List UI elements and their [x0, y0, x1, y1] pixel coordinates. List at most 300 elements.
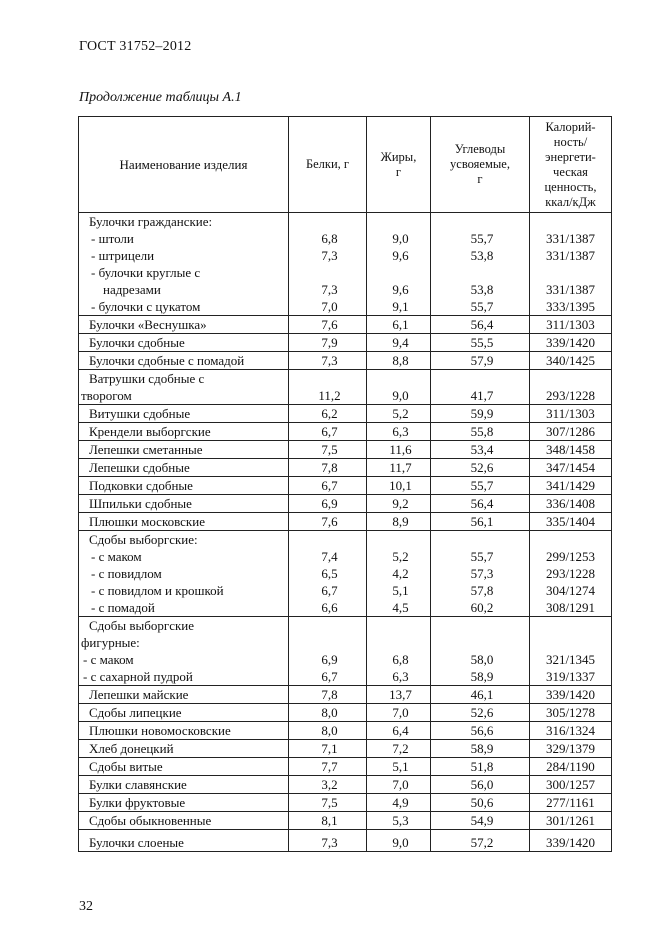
header-line: ккал/кДж [545, 194, 596, 209]
protein-cell [289, 794, 367, 812]
table-row [79, 405, 612, 423]
carbs-value: 53,4 [470, 442, 494, 457]
table-row [79, 617, 612, 686]
fat-value: 9,1 [392, 299, 409, 314]
table-row [79, 758, 612, 776]
header-line: ческая [553, 164, 588, 179]
product-name-cell [79, 334, 289, 352]
fat-value [371, 213, 430, 230]
carbs-value: 57,9 [470, 353, 494, 368]
table-body [79, 213, 612, 852]
header-line: Жиры, [380, 149, 417, 164]
fat-value: 9,0 [392, 835, 409, 850]
table-row [79, 370, 612, 405]
energy-cell [530, 477, 612, 495]
fat-cell [367, 722, 431, 740]
energy-value: 336/1408 [545, 496, 596, 511]
carbs-cell [431, 316, 530, 334]
carbs-cell [431, 213, 530, 316]
product-name: Булки фруктовые [89, 795, 186, 810]
table-row [79, 477, 612, 495]
energy-value: 305/1278 [545, 705, 596, 720]
fat-value: 9,0 [392, 231, 409, 246]
product-name-cell [79, 495, 289, 513]
energy-cell [530, 812, 612, 830]
energy-value: 341/1429 [545, 478, 596, 493]
fat-value: 4,5 [392, 600, 409, 615]
carbs-value: 57,2 [470, 835, 494, 850]
protein-value [293, 370, 366, 387]
fat-cell [367, 213, 431, 316]
protein-value: 7,3 [321, 835, 338, 850]
energy-cell [530, 441, 612, 459]
fat-value: 5,3 [392, 813, 409, 828]
fat-cell [367, 316, 431, 334]
fat-cell [367, 495, 431, 513]
product-name-cell [79, 686, 289, 704]
fat-value: 8,9 [392, 514, 409, 529]
energy-cell [530, 213, 612, 316]
carbs-cell [431, 531, 530, 617]
column-header-protein: Белки, г [289, 117, 367, 213]
product-name-cell [79, 352, 289, 370]
carbs-value: 56,6 [470, 723, 494, 738]
energy-value: 348/1458 [545, 442, 596, 457]
protein-cell [289, 686, 367, 704]
protein-cell [289, 441, 367, 459]
header-line: г [477, 172, 483, 186]
carbs-cell [431, 459, 530, 477]
product-name-line: - штрицели [91, 248, 155, 263]
energy-cell [530, 423, 612, 441]
energy-value: 277/1161 [546, 795, 595, 810]
fat-value: 13,7 [389, 687, 412, 702]
protein-value: 7,5 [321, 795, 338, 810]
product-name: Сдобы обыкновенные [89, 813, 212, 828]
carbs-value [435, 213, 529, 230]
product-name: Сдобы выборгские [89, 618, 195, 633]
product-name: Плюшки московские [89, 514, 205, 529]
carbs-value: 56,1 [470, 514, 494, 529]
protein-value [293, 213, 366, 230]
protein-cell [289, 495, 367, 513]
energy-value: 321/1345 [545, 652, 596, 667]
carbs-cell [431, 758, 530, 776]
energy-value [530, 634, 611, 651]
carbs-value: 52,6 [470, 705, 494, 720]
carbs-cell [431, 617, 530, 686]
energy-cell [530, 740, 612, 758]
product-name: Хлеб донецкий [89, 741, 174, 756]
carbs-value [435, 617, 529, 634]
protein-value: 7,4 [321, 549, 338, 564]
energy-value [530, 617, 611, 634]
energy-value: 311/1303 [546, 406, 595, 421]
product-name-line: - с повидлом [91, 566, 162, 581]
carbs-cell [431, 334, 530, 352]
energy-value: 339/1420 [545, 335, 596, 350]
fat-value: 7,0 [392, 777, 409, 792]
table-row [79, 830, 612, 852]
fat-value: 11,7 [389, 460, 412, 475]
protein-value: 6,5 [321, 566, 338, 581]
column-header-name: Наименование изделия [79, 117, 289, 213]
header-line: г [395, 164, 402, 179]
fat-cell [367, 704, 431, 722]
product-name-cell [79, 405, 289, 423]
fat-value: 7,2 [392, 741, 409, 756]
protein-value: 6,9 [321, 652, 338, 667]
product-name-cell [79, 441, 289, 459]
protein-value: 7,6 [321, 514, 338, 529]
protein-value: 7,6 [321, 317, 338, 332]
header-line: энергети- [545, 149, 596, 164]
fat-value: 6,1 [392, 317, 409, 332]
product-name-line: - штоли [91, 231, 134, 246]
energy-value: 331/1387 [545, 248, 596, 263]
table-row [79, 740, 612, 758]
product-name-cell [79, 812, 289, 830]
energy-cell [530, 617, 612, 686]
energy-cell [530, 722, 612, 740]
table-row [79, 334, 612, 352]
product-name: Булочки слоеные [89, 835, 184, 850]
fat-cell [367, 334, 431, 352]
energy-cell [530, 513, 612, 531]
protein-cell [289, 830, 367, 852]
carbs-value: 56,0 [470, 777, 494, 792]
product-name: Булочки «Веснушка» [89, 317, 207, 332]
fat-value: 5,2 [392, 406, 409, 421]
fat-cell [367, 531, 431, 617]
carbs-value: 57,8 [470, 583, 494, 598]
carbs-cell [431, 722, 530, 740]
protein-value: 8,1 [321, 813, 338, 828]
protein-value: 6,7 [321, 478, 338, 493]
protein-cell [289, 459, 367, 477]
energy-cell [530, 352, 612, 370]
fat-value: 9,6 [392, 282, 409, 297]
table-caption: Продолжение таблицы А.1 [79, 90, 242, 105]
product-name-cell [79, 513, 289, 531]
column-header-fat [367, 117, 431, 213]
carbs-value: 58,9 [470, 669, 494, 684]
energy-value: 293/1228 [545, 566, 596, 581]
carbs-value [435, 531, 529, 548]
carbs-value: 55,5 [470, 335, 494, 350]
energy-value: 347/1454 [545, 460, 596, 475]
fat-value: 5,1 [392, 583, 409, 598]
protein-value: 6,6 [321, 600, 338, 615]
protein-cell [289, 405, 367, 423]
table-row [79, 495, 612, 513]
carbs-value: 55,8 [470, 424, 494, 439]
carbs-cell [431, 686, 530, 704]
carbs-value: 55,7 [470, 299, 494, 314]
carbs-value: 55,7 [470, 231, 494, 246]
protein-value [293, 264, 366, 281]
fat-value: 9,6 [392, 248, 409, 263]
fat-value: 8,8 [392, 353, 409, 368]
energy-cell [530, 704, 612, 722]
carbs-value: 53,8 [470, 282, 494, 297]
protein-cell [289, 758, 367, 776]
fat-cell [367, 352, 431, 370]
protein-cell [289, 213, 367, 316]
table-row [79, 812, 612, 830]
energy-cell [530, 776, 612, 794]
carbs-value: 55,7 [470, 549, 494, 564]
product-name: Лепешки майские [89, 687, 189, 702]
energy-cell [530, 686, 612, 704]
column-header-energy [530, 117, 612, 213]
energy-cell [530, 316, 612, 334]
energy-cell [530, 495, 612, 513]
fat-cell [367, 686, 431, 704]
energy-cell [530, 370, 612, 405]
protein-cell [289, 334, 367, 352]
energy-cell [530, 830, 612, 852]
fat-value: 10,1 [389, 478, 412, 493]
product-name-line: фигурные: [81, 635, 140, 650]
product-name-cell [79, 830, 289, 852]
page-number: 32 [79, 899, 93, 914]
product-name: Шпильки сдобные [89, 496, 192, 511]
fat-value [371, 617, 430, 634]
fat-value [371, 531, 430, 548]
energy-value: 331/1387 [545, 231, 596, 246]
header-line: усвояемые, [450, 157, 510, 171]
energy-value [530, 213, 611, 230]
carbs-cell [431, 830, 530, 852]
column-header-carbs [431, 117, 530, 213]
product-name: Сдобы выборгские: [89, 532, 198, 547]
fat-value: 6,3 [392, 424, 409, 439]
table-row [79, 776, 612, 794]
energy-value [530, 370, 611, 387]
protein-value: 7,9 [321, 335, 338, 350]
document-standard-header: ГОСТ 31752–2012 [79, 39, 192, 54]
fat-cell [367, 794, 431, 812]
product-name-line: - с повидлом и крошкой [91, 583, 224, 598]
protein-value: 6,9 [321, 496, 338, 511]
carbs-value: 56,4 [470, 317, 494, 332]
protein-cell [289, 740, 367, 758]
product-name-line: - с сахарной пудрой [83, 669, 193, 684]
fat-value: 6,3 [392, 669, 409, 684]
fat-value: 9,4 [392, 335, 409, 350]
energy-value: 304/1274 [545, 583, 596, 598]
table-row [79, 722, 612, 740]
protein-value: 7,3 [321, 282, 338, 297]
nutrition-table [78, 116, 612, 852]
energy-cell [530, 794, 612, 812]
protein-value: 6,2 [321, 406, 338, 421]
carbs-value [435, 634, 529, 651]
fat-cell [367, 830, 431, 852]
product-name-cell [79, 740, 289, 758]
energy-value: 333/1395 [545, 299, 596, 314]
carbs-value: 56,4 [470, 496, 494, 511]
product-name-line: - с помадой [91, 600, 155, 615]
energy-value: 300/1257 [545, 777, 596, 792]
carbs-cell [431, 704, 530, 722]
product-name-cell [79, 794, 289, 812]
product-name-cell [79, 213, 289, 316]
protein-cell [289, 352, 367, 370]
protein-value: 7,8 [321, 687, 338, 702]
protein-cell [289, 423, 367, 441]
carbs-value: 57,3 [470, 566, 494, 581]
energy-cell [530, 531, 612, 617]
energy-value [530, 531, 611, 548]
fat-cell [367, 441, 431, 459]
carbs-cell [431, 441, 530, 459]
product-name-cell [79, 531, 289, 617]
fat-cell [367, 477, 431, 495]
product-name-cell [79, 459, 289, 477]
table-row [79, 513, 612, 531]
product-name: Булочки сдобные [89, 335, 185, 350]
product-name-cell [79, 722, 289, 740]
product-name-cell [79, 758, 289, 776]
protein-cell [289, 513, 367, 531]
product-name-cell [79, 370, 289, 405]
product-name: Лепешки сдобные [89, 460, 190, 475]
fat-cell [367, 405, 431, 423]
table-row [79, 352, 612, 370]
fat-cell [367, 370, 431, 405]
fat-value: 11,6 [389, 442, 412, 457]
energy-value: 329/1379 [545, 741, 596, 756]
protein-value: 7,1 [321, 741, 338, 756]
protein-value: 7,7 [321, 759, 338, 774]
fat-value: 4,9 [392, 795, 409, 810]
protein-value: 6,7 [321, 583, 338, 598]
product-name: Подковки сдобные [89, 478, 193, 493]
energy-value: 319/1337 [545, 669, 596, 684]
carbs-cell [431, 352, 530, 370]
carbs-value: 54,9 [470, 813, 494, 828]
energy-value [530, 264, 611, 281]
carbs-cell [431, 495, 530, 513]
product-name: Булки славянские [89, 777, 187, 792]
fat-value: 6,8 [392, 652, 409, 667]
protein-value: 11,2 [318, 388, 341, 403]
protein-cell [289, 370, 367, 405]
carbs-cell [431, 776, 530, 794]
protein-cell [289, 812, 367, 830]
product-name: Сдобы витые [89, 759, 163, 774]
product-name: Крендели выборгские [89, 424, 211, 439]
fat-cell [367, 617, 431, 686]
carbs-cell [431, 370, 530, 405]
energy-value: 339/1420 [545, 687, 596, 702]
carbs-value: 53,8 [470, 248, 494, 263]
fat-cell [367, 740, 431, 758]
product-name-cell [79, 423, 289, 441]
fat-cell [367, 776, 431, 794]
energy-value: 308/1291 [545, 600, 596, 615]
protein-cell [289, 722, 367, 740]
carbs-cell [431, 513, 530, 531]
fat-value: 9,0 [392, 388, 409, 403]
protein-value: 3,2 [321, 777, 338, 792]
protein-value: 7,3 [321, 353, 338, 368]
energy-cell [530, 405, 612, 423]
table-row [79, 213, 612, 316]
protein-cell [289, 316, 367, 334]
energy-value: 284/1190 [546, 759, 595, 774]
energy-value: 335/1404 [545, 514, 596, 529]
product-name: Булочки гражданские: [89, 214, 213, 229]
carbs-value: 58,9 [470, 741, 494, 756]
carbs-cell [431, 812, 530, 830]
energy-value: 299/1253 [545, 549, 596, 564]
energy-value: 311/1303 [546, 317, 595, 332]
carbs-value: 52,6 [470, 460, 494, 475]
product-name-line: - булочки круглые с [91, 265, 201, 280]
fat-value: 6,4 [392, 723, 409, 738]
energy-value: 293/1228 [545, 388, 596, 403]
header-line: ценность, [544, 179, 597, 194]
product-name-line: творогом [81, 388, 132, 403]
table-row [79, 704, 612, 722]
fat-value: 4,2 [392, 566, 409, 581]
carbs-value: 51,8 [470, 759, 494, 774]
fat-cell [367, 758, 431, 776]
fat-value: 9,2 [392, 496, 409, 511]
carbs-value: 58,0 [470, 652, 494, 667]
protein-value: 8,0 [321, 705, 338, 720]
protein-value [293, 634, 366, 651]
fat-value [371, 634, 430, 651]
product-name-line: - с маком [91, 549, 142, 564]
header-line: ность/ [553, 134, 588, 149]
fat-cell [367, 812, 431, 830]
protein-value [293, 531, 366, 548]
energy-value: 339/1420 [545, 835, 596, 850]
table-row [79, 423, 612, 441]
fat-value [371, 370, 430, 387]
table-row [79, 441, 612, 459]
protein-value: 6,7 [321, 669, 338, 684]
protein-cell [289, 531, 367, 617]
fat-cell [367, 459, 431, 477]
carbs-value: 60,2 [470, 600, 494, 615]
fat-value: 7,0 [392, 705, 409, 720]
product-name-cell [79, 776, 289, 794]
product-name: Ватрушки сдобные с [89, 371, 205, 386]
energy-value: 316/1324 [545, 723, 596, 738]
energy-value: 301/1261 [545, 813, 596, 828]
carbs-value [435, 264, 529, 281]
carbs-value [435, 370, 529, 387]
fat-value: 5,2 [392, 549, 409, 564]
protein-value: 7,3 [321, 248, 338, 263]
protein-value [293, 617, 366, 634]
energy-value: 307/1286 [545, 424, 596, 439]
carbs-cell [431, 423, 530, 441]
carbs-value: 46,1 [470, 687, 494, 702]
carbs-value: 41,7 [470, 388, 494, 403]
table-row [79, 316, 612, 334]
fat-cell [367, 423, 431, 441]
product-name-cell [79, 617, 289, 686]
table-row [79, 531, 612, 617]
carbs-cell [431, 740, 530, 758]
fat-value [371, 264, 430, 281]
